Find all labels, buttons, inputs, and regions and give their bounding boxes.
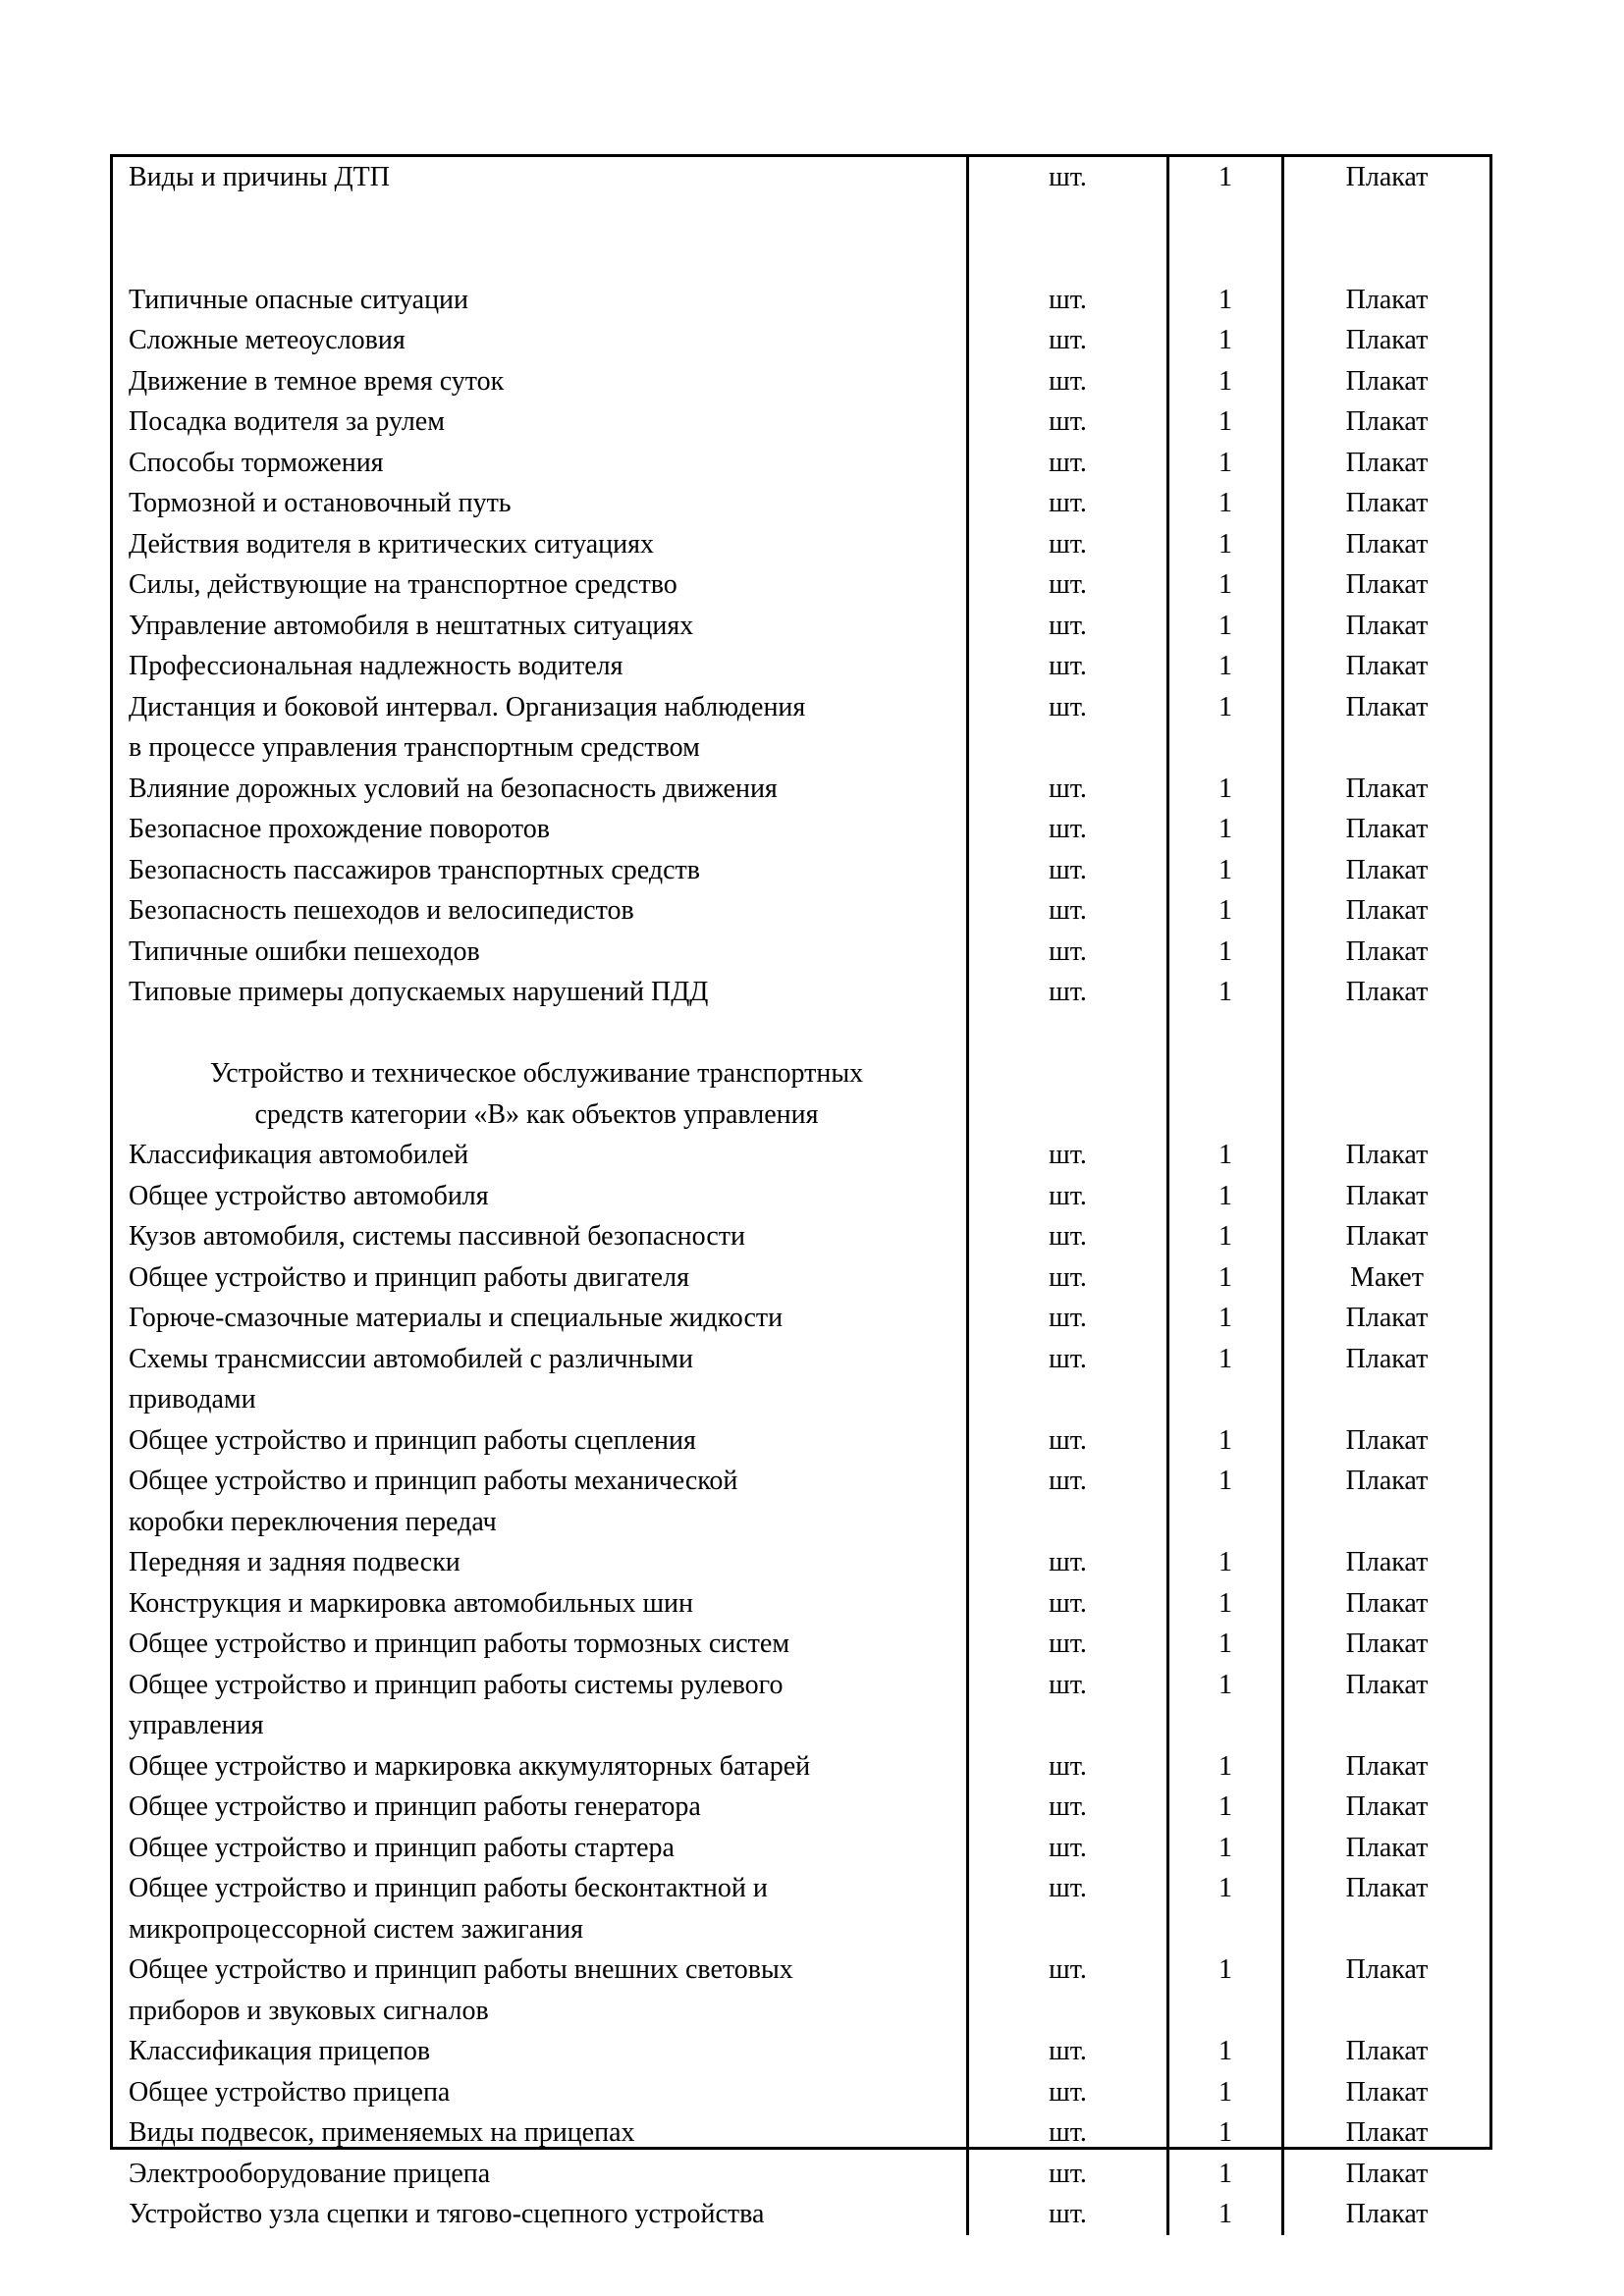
text-line: Действия водителя в критических ситуациях [129, 528, 655, 560]
quantity-cell: 1 [1169, 1746, 1284, 1788]
unit-cell: шт. [969, 1828, 1169, 1869]
quantity-cell: 1 [1169, 1665, 1284, 1746]
quantity-cell: 1 [1169, 769, 1284, 810]
text-line: Посадка водителя за рулем [129, 406, 445, 437]
table-row [113, 1665, 1489, 1746]
type-cell: Плакат [1345, 2036, 1429, 2066]
quantity-cell: 1 [1169, 687, 1284, 769]
unit-cell: шт. [969, 687, 1169, 769]
unit-cell: шт. [969, 769, 1169, 810]
text-line: Устройство узла сцепки и тягово-сцепного устройства [129, 2199, 765, 2229]
unit-cell: шт. [969, 646, 1169, 687]
item-name [113, 1583, 969, 1625]
table-row [113, 280, 1489, 321]
table-row [113, 850, 1489, 891]
item-name [113, 401, 969, 443]
text-line: Влияние дорожных условий на безопасность движения [129, 773, 778, 804]
text-line: Безопасность пешеходов и велосипедистов [129, 895, 634, 926]
table-row [113, 1746, 1489, 1788]
text-line: приборов и звуковых сигналов [129, 1995, 489, 2026]
quantity-cell: 1 [1169, 972, 1284, 1013]
table-row [113, 606, 1489, 647]
text-line: Общее устройство и маркировка аккумуляторных батарей [129, 1750, 811, 1782]
item-name [113, 1257, 969, 1299]
quantity-cell: 1 [1169, 1949, 1284, 2031]
text-line: Классификация прицепов [129, 2036, 431, 2066]
quantity-cell: 1 [1169, 320, 1284, 361]
unit-cell: шт. [969, 1216, 1169, 1257]
unit-cell: шт. [969, 1949, 1169, 2031]
unit-cell: шт. [969, 401, 1169, 443]
table-row [113, 564, 1489, 606]
item-name [113, 809, 969, 850]
item-name [113, 646, 969, 687]
unit-cell [969, 1013, 1169, 1054]
text-line: Профессиональная надлежность водителя [129, 651, 623, 681]
type-cell [1284, 1013, 1489, 1054]
type-cell: Плакат [1345, 2076, 1429, 2108]
quantity-cell: 1 [1169, 1257, 1284, 1299]
text-line: Общее устройство и принцип работы генератора [129, 1791, 701, 1822]
item-name [113, 564, 969, 606]
type-cell: Плакат [1345, 1669, 1429, 1700]
item-name [113, 1949, 969, 2031]
text-line: коробки переключения передач [129, 1506, 497, 1537]
quantity-cell: 1 [1169, 401, 1284, 443]
table-row [113, 2072, 1489, 2113]
quantity-cell: 1 [1169, 1420, 1284, 1462]
unit-cell: шт. [969, 1665, 1169, 1746]
text-line: Общее устройство и принцип работы внешних световых [129, 1954, 793, 1985]
text-line: Общее устройство и принцип работы двигателя [129, 1261, 689, 1293]
table-row [113, 1542, 1489, 1583]
unit-cell: шт. [969, 564, 1169, 606]
unit-cell: шт. [969, 2112, 1169, 2154]
item-name [113, 1624, 969, 1665]
quantity-cell: 1 [1169, 361, 1284, 402]
text-line: Силы, действующие на транспортное средство [129, 569, 677, 600]
unit-cell: шт. [969, 850, 1169, 891]
table-row [113, 1949, 1489, 2031]
quantity-cell: 1 [1169, 1868, 1284, 1949]
text-line: Кузов автомобиля, системы пассивной безопасности [129, 1221, 745, 1252]
item-name [113, 157, 969, 280]
item-name [113, 2112, 969, 2154]
quantity-cell: 1 [1169, 2072, 1284, 2113]
spacer-row [113, 1013, 1489, 1054]
type-cell: Плакат [1345, 1424, 1429, 1456]
text-line: Общее устройство и принцип работы сцепления [129, 1424, 696, 1456]
text-line: Движение в темное время суток [129, 365, 505, 397]
item-name [113, 1176, 969, 1217]
table-row [113, 1135, 1489, 1176]
text-line: Общее устройство и принцип работы стартера [129, 1832, 675, 1863]
item-name [113, 1746, 969, 1788]
quantity-cell: 1 [1169, 157, 1284, 280]
quantity-cell: 1 [1169, 524, 1284, 565]
type-cell: Макет [1350, 1261, 1424, 1293]
item-name [113, 1339, 969, 1420]
text-line: Дистанция и боковой интервал. Организация наблюдения [129, 691, 806, 722]
section-title [113, 1053, 969, 1135]
table-row [113, 1257, 1489, 1299]
item-name [113, 1828, 969, 1869]
type-cell: Плакат [1345, 284, 1429, 315]
table-row [113, 2112, 1489, 2154]
table-row [113, 483, 1489, 524]
text-line: Общее устройство и принцип работы системы рулевого [129, 1669, 784, 1700]
unit-cell: шт. [969, 606, 1169, 647]
type-cell: Плакат [1345, 610, 1429, 641]
item-name [113, 1665, 969, 1746]
unit-cell [969, 1053, 1169, 1135]
table-row [113, 809, 1489, 850]
quantity-cell: 1 [1169, 2112, 1284, 2154]
quantity-cell: 1 [1169, 1176, 1284, 1217]
item-name [113, 2194, 969, 2235]
text-line: Типичные опасные ситуации [129, 284, 469, 315]
unit-cell: шт. [969, 1624, 1169, 1665]
table-row [113, 361, 1489, 402]
unit-cell: шт. [969, 1420, 1169, 1462]
quantity-cell [1169, 1013, 1284, 1054]
quantity-cell: 1 [1169, 1298, 1284, 1339]
table-row [113, 157, 1489, 280]
text-line: Электрооборудование прицепа [129, 2158, 491, 2189]
quantity-cell: 1 [1169, 1461, 1284, 1542]
text-line: Общее устройство и принцип работы тормозных систем [129, 1629, 790, 1659]
quantity-cell: 1 [1169, 2031, 1284, 2072]
type-cell: Плакат [1345, 325, 1429, 355]
quantity-cell: 1 [1169, 2194, 1284, 2235]
item-name [113, 1420, 969, 1462]
table-row [113, 401, 1489, 443]
item-name [113, 443, 969, 484]
table-row [113, 1339, 1489, 1420]
text-line: Общее устройство прицепа [129, 2076, 451, 2108]
quantity-cell: 1 [1169, 1787, 1284, 1828]
unit-cell: шт. [969, 809, 1169, 850]
type-cell: Плакат [1345, 1954, 1429, 1985]
table-row [113, 2194, 1489, 2235]
type-cell: Плакат [1345, 1140, 1429, 1170]
unit-cell: шт. [969, 1257, 1169, 1299]
table-row [113, 2031, 1489, 2072]
type-cell: Плакат [1345, 406, 1429, 437]
quantity-cell: 1 [1169, 646, 1284, 687]
item-name [113, 1216, 969, 1257]
quantity-cell: 1 [1169, 1216, 1284, 1257]
table-row [113, 1624, 1489, 1665]
text-line: управления [129, 1710, 264, 1740]
item-name [113, 1461, 969, 1542]
quantity-cell: 1 [1169, 890, 1284, 932]
text-line: Типовые примеры допускаемых нарушений ПДД [129, 977, 709, 1007]
type-cell: Плакат [1345, 447, 1429, 478]
unit-cell: шт. [969, 2154, 1169, 2195]
text-line: Устройство и техническое обслуживание транспортных [209, 1058, 864, 1089]
table-row [113, 890, 1489, 932]
type-cell: Плакат [1345, 1180, 1429, 1211]
text-line: в процессе управления транспортным средством [129, 732, 700, 763]
type-cell: Плакат [1345, 1629, 1429, 1659]
table-row [113, 443, 1489, 484]
table-row [113, 320, 1489, 361]
unit-cell: шт. [969, 157, 1169, 280]
quantity-cell: 1 [1169, 1624, 1284, 1665]
type-cell: Плакат [1345, 528, 1429, 560]
type-cell: Плакат [1345, 773, 1429, 804]
type-cell: Плакат [1345, 1547, 1429, 1577]
unit-cell: шт. [969, 1583, 1169, 1625]
item-name [113, 1135, 969, 1176]
unit-cell: шт. [969, 483, 1169, 524]
table-row [113, 972, 1489, 1013]
item-name [113, 320, 969, 361]
quantity-cell: 1 [1169, 443, 1284, 484]
text-line: Горюче-смазочные материалы и специальные жидкости [129, 1303, 784, 1333]
type-cell: Плакат [1345, 2199, 1429, 2229]
text-line: Общее устройство автомобиля [129, 1180, 489, 1211]
table-row [113, 1583, 1489, 1625]
quantity-cell: 1 [1169, 850, 1284, 891]
text-line: Конструкция и маркировка автомобильных шин [129, 1587, 694, 1619]
quantity-cell: 1 [1169, 1339, 1284, 1420]
quantity-cell: 1 [1169, 606, 1284, 647]
item-name [113, 1013, 969, 1054]
type-cell: Плакат [1345, 895, 1429, 926]
table-row [113, 687, 1489, 769]
text-line: Передняя и задняя подвески [129, 1547, 460, 1577]
unit-cell: шт. [969, 280, 1169, 321]
unit-cell: шт. [969, 2072, 1169, 2113]
type-cell: Плакат [1345, 977, 1429, 1007]
unit-cell: шт. [969, 1176, 1169, 1217]
table-row [113, 2154, 1489, 2195]
type-cell: Плакат [1345, 2117, 1429, 2148]
item-name [113, 769, 969, 810]
type-cell: Плакат [1345, 365, 1429, 397]
table-row [113, 1868, 1489, 1949]
text-line: средств категории «В» как объектов управления [254, 1098, 819, 1130]
type-cell: Плакат [1345, 1832, 1429, 1863]
text-line: приводами [129, 1384, 256, 1415]
type-cell: Плакат [1345, 935, 1429, 967]
text-line: Способы торможения [129, 447, 384, 478]
text-line: Общее устройство и принцип работы бесконтактной и [129, 1873, 768, 1903]
unit-cell: шт. [969, 1868, 1169, 1949]
type-cell: Плакат [1345, 1343, 1429, 1374]
unit-cell: шт. [969, 1746, 1169, 1788]
text-line: Безопасность пассажиров транспортных средств [129, 854, 700, 885]
type-cell: Плакат [1345, 1791, 1429, 1822]
unit-cell: шт. [969, 1787, 1169, 1828]
quantity-cell: 1 [1169, 1828, 1284, 1869]
type-cell: Плакат [1345, 854, 1429, 885]
type-cell: Плакат [1345, 2158, 1429, 2189]
quantity-cell: 1 [1169, 932, 1284, 973]
text-line: Типичные ошибки пешеходов [129, 935, 480, 967]
quantity-cell: 1 [1169, 564, 1284, 606]
table-row [113, 1461, 1489, 1542]
item-name [113, 606, 969, 647]
table-row [113, 646, 1489, 687]
type-cell: Плакат [1345, 1750, 1429, 1782]
table-row [113, 932, 1489, 973]
item-name [113, 1868, 969, 1949]
quantity-cell: 1 [1169, 1135, 1284, 1176]
item-name [113, 2154, 969, 2195]
text-line: Управление автомобиля в нештатных ситуациях [129, 610, 694, 641]
table-row [113, 1420, 1489, 1462]
unit-cell: шт. [969, 1135, 1169, 1176]
quantity-cell: 1 [1169, 809, 1284, 850]
type-cell: Плакат [1345, 651, 1429, 681]
text-line: Виды подвесок, применяемых на прицепах [129, 2117, 635, 2148]
table-row [113, 1216, 1489, 1257]
unit-cell: шт. [969, 1461, 1169, 1542]
text-line: Сложные метеоусловия [129, 325, 406, 355]
quantity-cell: 1 [1169, 2154, 1284, 2195]
type-cell: Плакат [1345, 1873, 1429, 1903]
text-line: Виды и причины ДТП [129, 162, 390, 192]
type-cell: Плакат [1345, 488, 1429, 518]
table-row [113, 1787, 1489, 1828]
type-cell: Плакат [1345, 1466, 1429, 1496]
item-name [113, 483, 969, 524]
unit-cell: шт. [969, 932, 1169, 973]
unit-cell: шт. [969, 443, 1169, 484]
equipment-table [110, 154, 1492, 2229]
item-name [113, 1298, 969, 1339]
type-cell [1284, 1053, 1489, 1135]
item-name [113, 1787, 969, 1828]
text-line: Общее устройство и принцип работы механической [129, 1466, 738, 1496]
item-name [113, 972, 969, 1013]
quantity-cell: 1 [1169, 1542, 1284, 1583]
unit-cell: шт. [969, 1542, 1169, 1583]
table-row [113, 1298, 1489, 1339]
table-row [113, 1176, 1489, 1217]
quantity-cell: 1 [1169, 483, 1284, 524]
text-line: Тормозной и остановочный путь [129, 488, 512, 518]
table-row [113, 524, 1489, 565]
item-name [113, 2031, 969, 2072]
quantity-cell: 1 [1169, 1583, 1284, 1625]
item-name [113, 850, 969, 891]
unit-cell: шт. [969, 1298, 1169, 1339]
type-cell: Плакат [1345, 1587, 1429, 1619]
quantity-cell [1169, 1053, 1284, 1135]
text-line: микропроцессорной систем зажигания [129, 1913, 584, 1945]
type-cell: Плакат [1345, 1221, 1429, 1252]
text-line: Классификация автомобилей [129, 1140, 469, 1170]
item-name [113, 280, 969, 321]
text-line: Безопасное прохождение поворотов [129, 814, 551, 844]
type-cell: Плакат [1345, 162, 1429, 192]
item-name [113, 932, 969, 973]
item-name [113, 2072, 969, 2113]
unit-cell: шт. [969, 320, 1169, 361]
item-name [113, 361, 969, 402]
item-name [113, 687, 969, 769]
quantity-cell: 1 [1169, 280, 1284, 321]
type-cell: Плакат [1345, 814, 1429, 844]
type-cell: Плакат [1345, 691, 1429, 722]
type-cell: Плакат [1345, 569, 1429, 600]
unit-cell: шт. [969, 972, 1169, 1013]
table-row [113, 769, 1489, 810]
unit-cell: шт. [969, 2194, 1169, 2235]
unit-cell: шт. [969, 524, 1169, 565]
item-name [113, 890, 969, 932]
unit-cell: шт. [969, 890, 1169, 932]
section-header-row [113, 1053, 1489, 1135]
unit-cell: шт. [969, 361, 1169, 402]
item-name [113, 524, 969, 565]
text-line [129, 1013, 960, 1054]
type-cell: Плакат [1345, 1303, 1429, 1333]
table-row [113, 1828, 1489, 1869]
text-line: Схемы трансмиссии автомобилей с различными [129, 1343, 693, 1374]
unit-cell: шт. [969, 1339, 1169, 1420]
unit-cell: шт. [969, 2031, 1169, 2072]
item-name [113, 1542, 969, 1583]
